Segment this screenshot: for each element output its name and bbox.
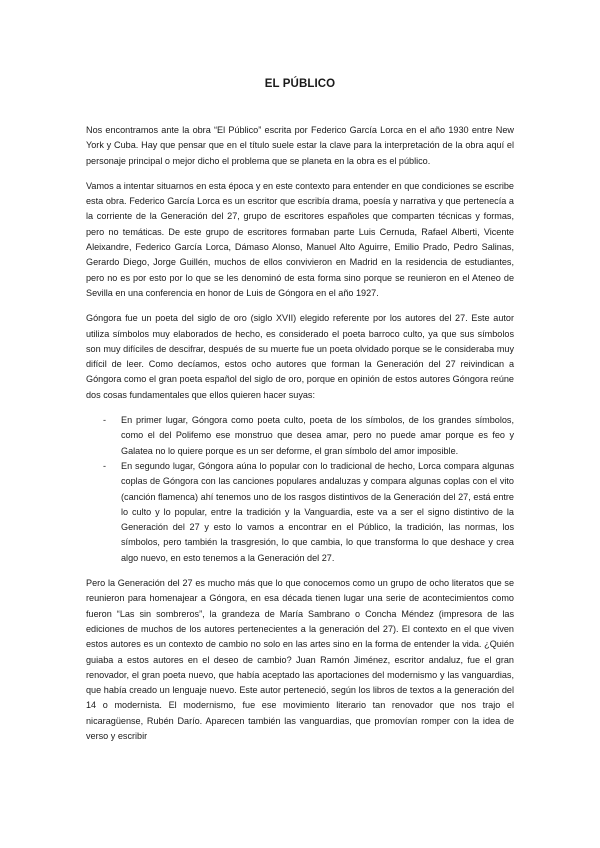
dash-list [86, 413, 514, 566]
paragraph-context: Vamos a intentar situarnos en esta época y en este contexto para entender en que condiciones se escribe esta obra. Federico García Lorca es un escritor que escribía drama, poesía y narrativa y que pertenecía a la corriente de la Generación del 27, grupo de escritores españoles que comparten técnicas y formas, pero no temáticas. De este grupo de escritores formaban parte Luis Cernuda, Rafael Alberti, Vicente Aleixandre, Federico García Lorca, Dámaso Alonso, Manuel Alto Aguirre, Emilio Prado, Pedro Salinas, Gerardo Diego, Jorge Guillén, muchos de ellos convivieron en Madrid en la residencia de estudiantes, pero no es por esto por lo que se les denominó de esta forma sino porque se reunieron en el Ateneo de Sevilla en una conferencia en honor de Luis de Góngora en el año 1927. [86, 180, 514, 298]
document-body [86, 123, 514, 754]
paragraph-intro: Nos encontramos ante la obra “El Público” escrita por Federico García Lorca en el año 1930 entre New York y Cuba. Hay que pensar que en el título suele estar la clave para la interpretación de la obra aquí el personaje principal o mejor dicho el problema que se planeta en la obra es el público. [86, 125, 514, 166]
list-item [86, 459, 514, 566]
list-dash: - [103, 460, 107, 471]
list-item [86, 413, 514, 459]
paragraph-gongora: Góngora fue un poeta del siglo de oro (siglo XVII) elegido referente por los autores del 27. Este autor utiliza símbolos muy elaborados de hecho, es considerado el poeta barroco culto, ya que sus símbolos son muy difíciles de descifrar, después de su muerte fue un poeta olvidado porque se le consideraba muy difícil de leer. Como decíamos, estos ocho autores que forman la Generación del 27 reivindican a Góngora como el gran poeta español del siglo de oro, porque en opinión de estos autores Góngora reúne dos cosas fundamentales que ellos quieren hacer suyas: [86, 313, 514, 400]
list-dash: - [103, 415, 107, 426]
list-item-text: En segundo lugar, Góngora aúna lo popular con lo tradicional de hecho, Lorca compara algunas coplas de Góngora con las canciones populares andaluzas y compara algunas coplas con el vito (canción flamenca) ahí tenemos uno de los rasgos distintivos de la Generación del 27, está entre lo culto y lo popular, entre la tradición y la Vanguardia, este va a ser el signo distintivo de la Generación del 27 y esto lo vamos a encontrar en el Público, la tradición, las normas, los símbolos, pero también la trasgresión, lo que cambia, lo que transforma lo que deshace y crea algo nuevo, en esto tenemos a la Generación del 27. [121, 460, 514, 563]
list-item-text: En primer lugar, Góngora como poeta culto, poeta de los símbolos, de los grandes símbolos, como el del Polifemo ese monstruo que desea amar, pero no puede amar porque es feo y Galatea no lo quiere porque es un ser deforme, el gran símbolo del amor imposible. [121, 415, 514, 456]
paragraph-generation: Pero la Generación del 27 es mucho más que lo que conocemos como un grupo de ocho literatos que se reunieron para homenajear a Góngora, en esa década tienen lugar una serie de acontecimientos como fueron “Las sin sombreros”, la grandeza de María Sambrano o Concha Méndez (impresora de las ediciones de muchos de los autores pertenecientes a la generación del 27). El contexto en el que viven estos autores es un contexto de cambio no solo en las artes sino en la forma de entender la vida. ¿Quién guiaba a estos autores en el deseo de cambio? Juan Ramón Jiménez, escritor andaluz, fue el gran renovador, el gran poeta nuevo, que había aceptado las aportaciones del modernismo y las vanguardias, que había creado un lenguaje nuevo. Este autor perteneció, según los libros de textos a la generación del 14 o modernista. El modernismo, fue ese movimiento literario tan renovador que nos trajo el nicaragüense, Rubén Darío. Aparecen también las vanguardias, que promovían romper con la idea de verso y escribir [86, 578, 514, 741]
document-title: EL PÚBLICO [264, 78, 336, 90]
